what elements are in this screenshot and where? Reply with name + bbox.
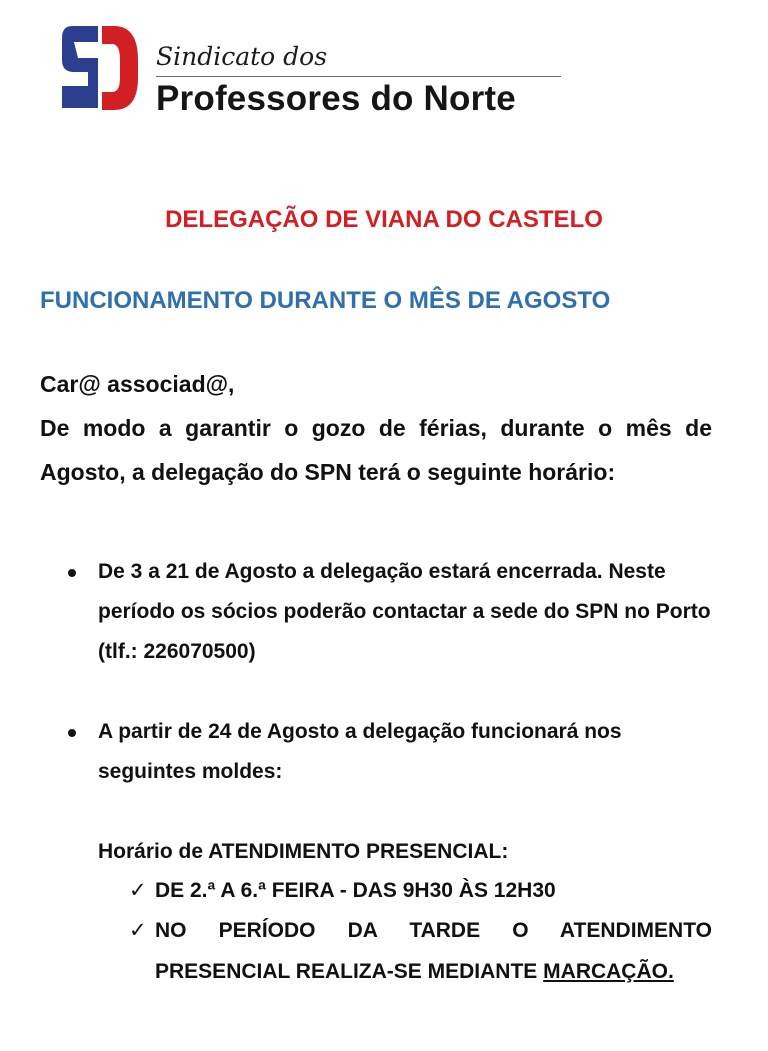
checklist-item-text: DE 2.ª A 6.ª FEIRA - DAS 9H30 ÀS 12H30 <box>155 879 556 902</box>
schedule-heading: Horário de ATENDIMENTO PRESENCIAL: <box>98 840 509 863</box>
list-item <box>98 712 712 792</box>
list-item-text: A partir de 24 de Agosto a delegação funcionará nos seguintes moldes: <box>98 720 622 783</box>
bullet-icon <box>68 569 76 577</box>
logo-text-line1: Sindicato dos <box>156 42 328 71</box>
page-title: DELEGAÇÃO DE VIANA DO CASTELO <box>165 206 603 233</box>
spn-logo <box>58 20 578 120</box>
checklist-item <box>129 870 712 911</box>
checkmark-icon: ✓ <box>129 879 147 902</box>
bullet-icon <box>68 729 76 737</box>
greeting: Car@ associad@, <box>40 371 235 397</box>
checklist-item <box>129 910 712 992</box>
list-item-text: De 3 a 21 de Agosto a delegação estará encerrada. Neste período os sócios poderão contactar a sede do SPN no Porto (tlf.: 226070500) <box>98 560 711 663</box>
list-item <box>98 552 712 672</box>
checklist-item-underlined-text: MARCAÇÃO. <box>543 960 674 983</box>
checkmark-icon: ✓ <box>129 919 147 942</box>
logo-divider <box>156 76 561 77</box>
page-subtitle: FUNCIONAMENTO DURANTE O MÊS DE AGOSTO <box>40 287 611 314</box>
logo-text-line2: Professores do Norte <box>156 79 516 118</box>
checklist-item-text: NO PERÍODO DA TARDE O ATENDIMENTO PRESENCIAL REALIZA-SE MEDIANTE <box>155 919 712 983</box>
intro-paragraph: De modo a garantir o gozo de férias, durante o mês de Agosto, a delegação do SPN terá o seguinte horário: <box>40 415 712 485</box>
spn-logo-mark-icon <box>58 20 140 116</box>
